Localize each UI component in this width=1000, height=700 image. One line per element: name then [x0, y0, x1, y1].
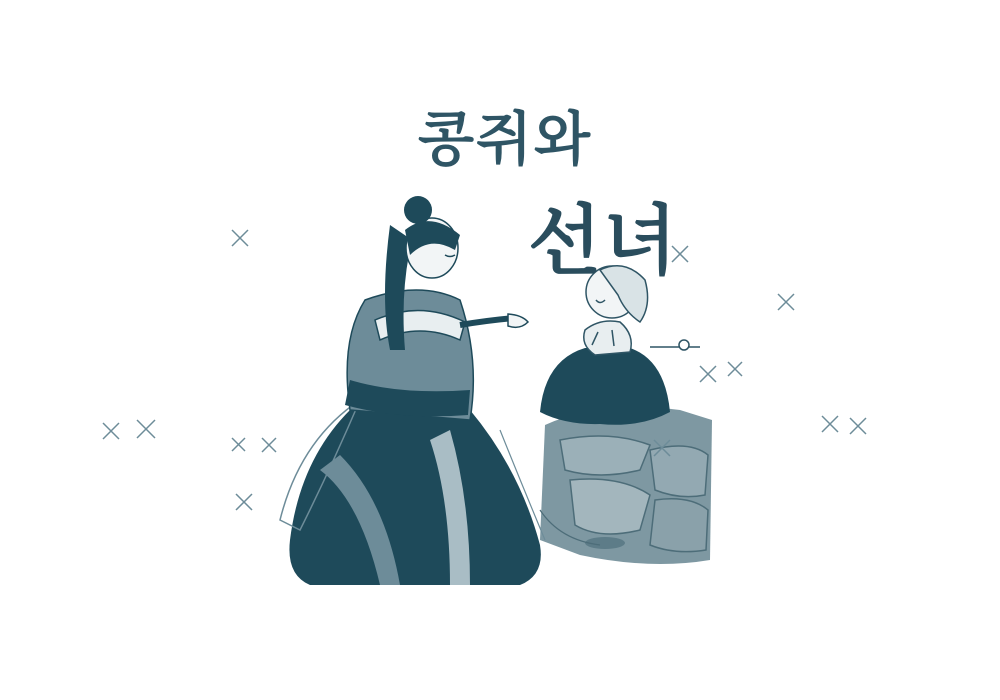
sparkle-icon: [262, 438, 276, 452]
rock-pile: [540, 407, 712, 564]
sparkle-icon: [137, 420, 155, 438]
sparkle-icon: [236, 494, 252, 510]
sparkle-icon: [232, 438, 245, 451]
seonnyeo-figure: [280, 196, 545, 585]
sparkle-icon: [700, 366, 716, 382]
sparkle-icon: [850, 418, 866, 434]
sparkle-icon: [728, 362, 742, 376]
sparkle-icon: [778, 294, 794, 310]
title-line-2: 선녀: [528, 196, 679, 285]
title-line-1: 콩쥐와: [418, 105, 593, 173]
sparkle-icon: [103, 423, 119, 439]
sparkle-icon: [232, 230, 248, 246]
sparkle-icon: [822, 416, 838, 432]
kongjwi-figure: [540, 266, 700, 425]
